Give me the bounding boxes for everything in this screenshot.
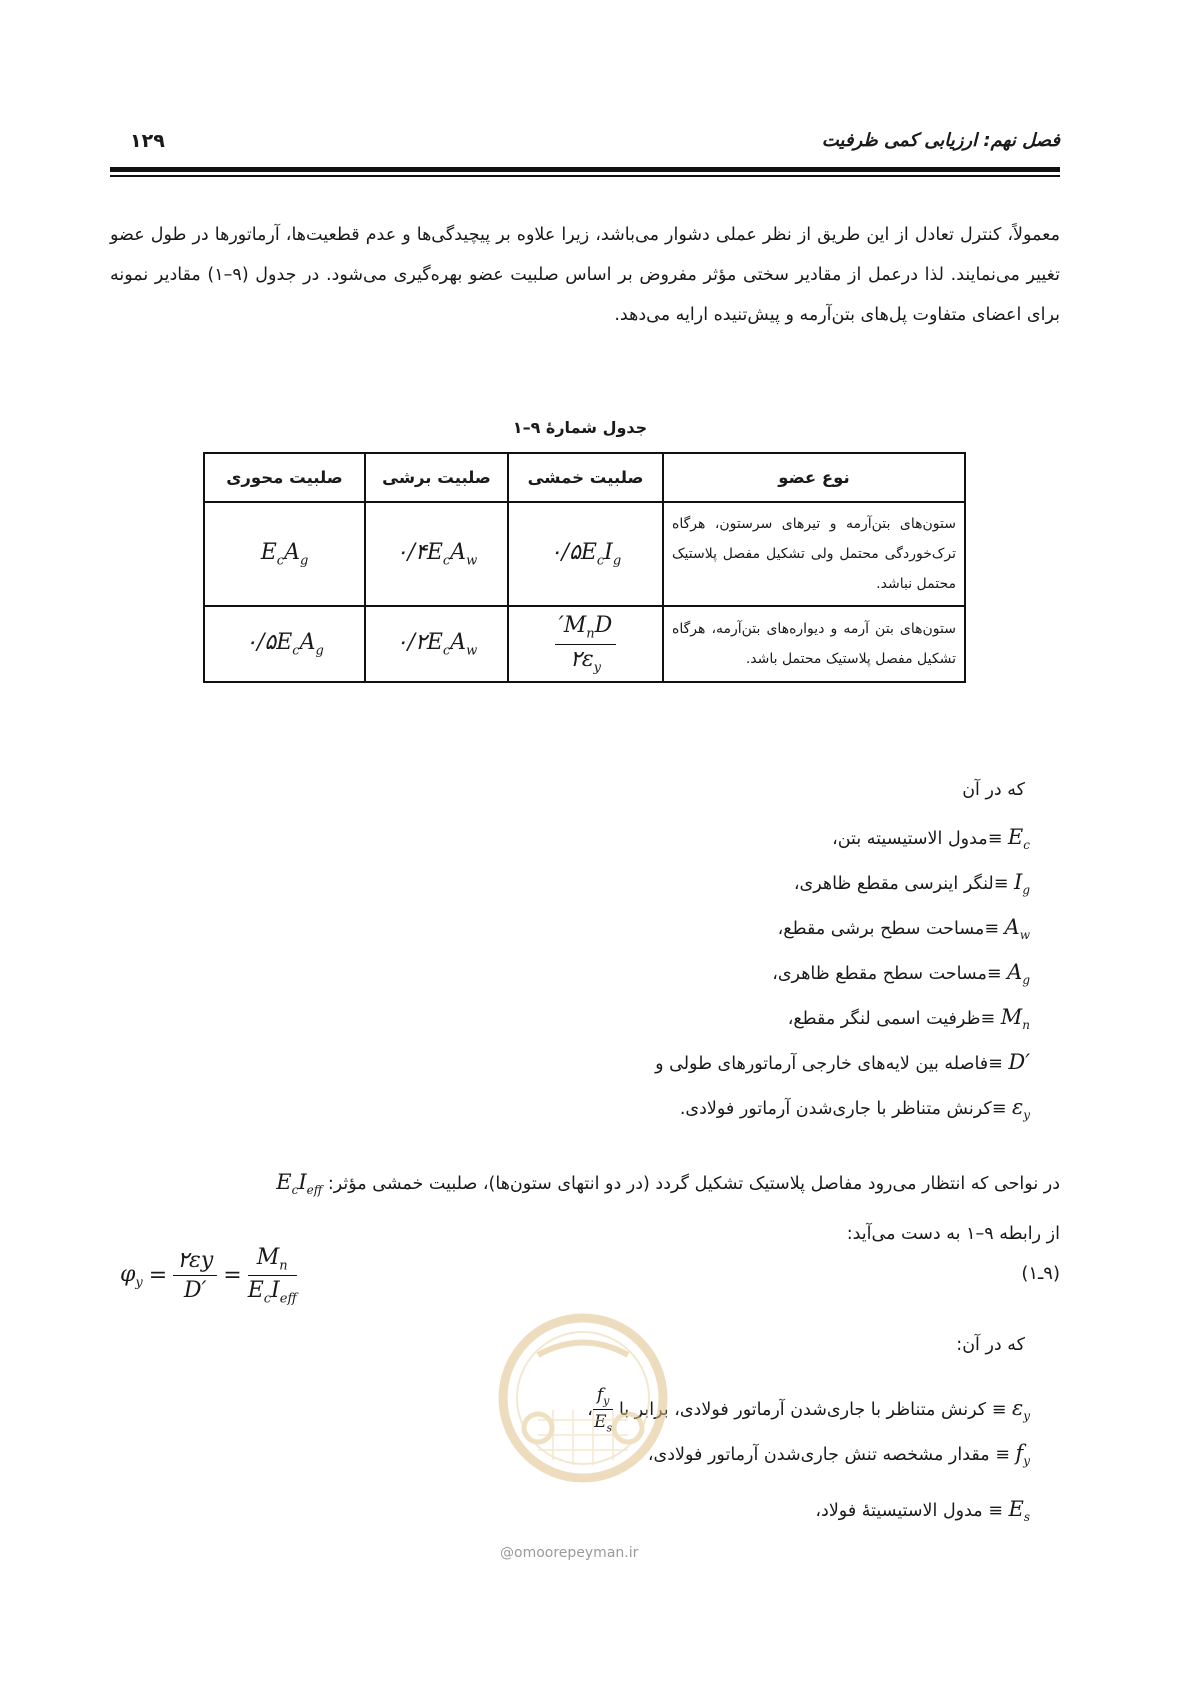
equation-number: (۹ـ۱) bbox=[1021, 1263, 1060, 1284]
watermark-text: @omoorepeyman.ir bbox=[500, 1545, 639, 1561]
definitions-list bbox=[655, 825, 1030, 1140]
row1-axial: $E_cA_g$ bbox=[204, 502, 365, 606]
equation-body: $\varphi_y$ = $\frac{۲\varepsilon y}{D'}$ = $\frac{M_n}{E_cI_{eff}}$ bbox=[120, 1245, 297, 1307]
hinge-paragraph: در نواحی که انتظار می‌رود مفاصل پلاستیک تشکیل گردد (در دو انتهای ستون‌ها)، صلبیت خمشی مؤثر: $E_cI_{eff}$ از رابطه ۹–۱ به دست می‌آید: bbox=[276, 1170, 1060, 1245]
definition-item: $A_g$ ≡مساحت سطح مقطع ظاهری، bbox=[772, 960, 1030, 988]
row1-flexural: $۰/۵E_cI_g$ bbox=[508, 502, 663, 606]
definition-item: $\varepsilon_y$ ≡کرنش متناظر با جاری‌شدن آرماتور فولادی. bbox=[679, 1095, 1030, 1123]
equation-fraction-1: $\frac{۲\varepsilon y}{D'}$ bbox=[173, 1248, 217, 1303]
header-shear: صلبیت برشی bbox=[365, 453, 508, 502]
definition-item: D′ ≡فاصله بین لایه‌های خارجی آرماتورهای طولی و bbox=[655, 1050, 1030, 1074]
table-row bbox=[204, 502, 965, 606]
effective-stiffness-symbol: $E_cI_{eff}$ bbox=[276, 1170, 323, 1198]
equation-fraction-2: $\frac{M_n}{E_cI_{eff}}$ bbox=[247, 1245, 297, 1307]
table-row bbox=[204, 606, 965, 682]
header-rule-thin bbox=[110, 175, 1060, 177]
table-caption: جدول شمارهٔ ۹–۱ bbox=[512, 418, 648, 437]
row2-shear: $۰/۲E_cA_w$ bbox=[365, 606, 508, 682]
definition-item: $E_s$ ≡ مدول الاستیسیتهٔ فولاد، bbox=[815, 1497, 1030, 1525]
page-number: ۱۲۹ bbox=[130, 130, 165, 152]
row1-shear: $۰/۴E_cA_w$ bbox=[365, 502, 508, 606]
equation-9-1 bbox=[110, 1245, 1060, 1315]
header-flexural: صلبیت خمشی bbox=[508, 453, 663, 502]
definition-item: $E_c$ ≡مدول الاستیسیته بتن، bbox=[832, 825, 1030, 853]
row2-member: ستون‌های بتن آرمه و دیواره‌های بتن‌آرمه، هرگاه تشکیل مفصل پلاستیک محتمل باشد. bbox=[663, 606, 965, 682]
definition-item: $I_g$ ≡لنگر اینرسی مقطع ظاهری، bbox=[793, 870, 1030, 898]
header-member-type: نوع عضو bbox=[663, 453, 965, 502]
definition-item: $\varepsilon_y$ ≡ کرنش متناظر با جاری‌شدن آرماتور فولادی، برابر با $\frac{f_y}{E_s}$ ، bbox=[587, 1385, 1030, 1435]
row2-flexural-fraction: $\frac{M_nD'}{۲\varepsilon_y}$ bbox=[555, 613, 617, 675]
row2-flexural bbox=[508, 606, 663, 682]
watermark-logo-icon bbox=[498, 1310, 668, 1485]
header-rule-thick bbox=[110, 167, 1060, 172]
definition-item: $f_y$ ≡ مقدار مشخصه تنش جاری‌شدن آرماتور فولادی، bbox=[647, 1441, 1030, 1469]
intro-paragraph: معمولاً، کنترل تعادل از این طریق از نظر عملی دشوار می‌باشد، زیرا علاوه بر پیچیدگی‌ها و عدم قطعیت‌ها، آرماتورها در طول عضو تغییر می‌نمایند. لذا درعمل از مقادیر سختی مؤثر مفروض بر اساس صلبیت عضو بهره‌گیری می‌شود. در جدول (۹–۱) مقادیر نمونه برای اعضای متفاوت پل‌های بتن‌آرمه و پیش‌تنیده ارایه می‌دهد. bbox=[110, 225, 1060, 325]
where-label: که در آن bbox=[962, 780, 1025, 800]
page-header bbox=[110, 130, 1060, 160]
definition-item: $A_w$ ≡مساحت سطح برشی مقطع، bbox=[777, 915, 1030, 943]
header-axial: صلبیت محوری bbox=[204, 453, 365, 502]
where-label-2: که در آن: bbox=[956, 1335, 1025, 1355]
row2-axial: $۰/۵E_cA_g$ bbox=[204, 606, 365, 682]
row1-member: ستون‌های بتن‌آرمه و تیرهای سرستون، هرگاه ترک‌خوردگی محتمل ولی تشکیل مفصل پلاستیک محتمل نباشد. bbox=[663, 502, 965, 606]
fy-over-es-fraction: $\frac{f_y}{E_s}$ bbox=[594, 1385, 613, 1435]
chapter-title: فصل نهم: ارزیابی کمی ظرفیت bbox=[821, 130, 1060, 151]
table-header-row bbox=[204, 453, 965, 502]
definition-item: $M_n$ ≡ظرفیت اسمی لنگر مقطع، bbox=[787, 1005, 1030, 1033]
stiffness-table bbox=[203, 452, 966, 683]
